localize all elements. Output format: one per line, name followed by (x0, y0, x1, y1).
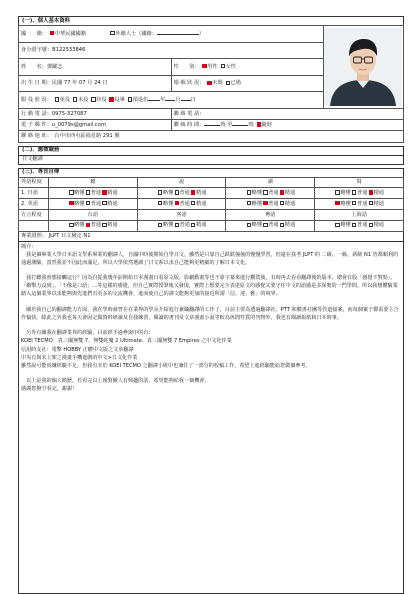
skill-level-checkbox[interactable] (280, 190, 284, 194)
skill-level-label: 精通 (107, 190, 118, 196)
skill-level-checkbox[interactable] (352, 201, 356, 205)
experience-item: KOEI TECMO：真三國無雙 7、無雙蛇魔 2 Ultimate、真三國無雙 7 Empires 之中文化作業 (21, 338, 232, 345)
skill-level-checkbox[interactable] (158, 223, 162, 227)
skill-level-checkbox[interactable] (69, 190, 73, 194)
intro-paragraph: 雖然說可能尚嫌經驗不足，但我有幸於 KOEI TECMO 之翻譯小組中也兼任了一部分的校稿工作，希望上進經驗能給您做個參考。 (21, 362, 311, 369)
military-field: 服 役 狀 況： 免役 未役 待役 役畢 預退伍 年 月 日 (19, 92, 324, 109)
skill-level-label: 略懂 (340, 222, 351, 229)
intro-paragraph: 我是個畢業大學日本語文學系畢業的翻譯人，自國中時後開始自學日文，雖然是只靠自己跌跌撞撞的慢慢學習，但還在我考 JLPT 的 二級、一級、新制 N1 皆都順利的通過測驗，當然我並不因此而滿足，所以大學依然選讀了日文系以求自己能夠更精細的了解日本文化。 (21, 251, 399, 266)
skill-level-label: 普通 (90, 222, 102, 229)
intro-paragraph: 關於我自己的翻譯能力方面，我在學時就曾在在業界的學長介紹進行兼職翻譯的工作了，目前主要為透過翻譯社、PTT 和臉書社團等管道接案，而每個案子都需要主合作愉快，除此之外我也每天會固定做資料研讀及自我練習，閱讀的書刊及文章漫畫小說等較為休閒性質的刊物外，我也有閱讀報紙和日本時事。 (21, 306, 399, 321)
skill-level-label: 略懂 (162, 200, 174, 207)
skill-level-label: 精通 (284, 200, 296, 207)
skill-level-label: 普通 (268, 222, 279, 229)
skill-level-checkbox[interactable] (191, 190, 195, 194)
skill-level-label: 略懂 (162, 190, 174, 196)
skill-level-cell (48, 220, 137, 231)
marital-married-checkbox[interactable] (226, 81, 230, 85)
skill-level-checkbox[interactable] (263, 190, 267, 194)
skill-level-cell (137, 188, 226, 199)
contact-phone: 聯 絡 電 話： (171, 109, 403, 120)
skill-level-checkbox[interactable] (263, 223, 267, 227)
skill-level-checkbox[interactable] (86, 201, 90, 205)
certificate-field: 專業證照： JLPT 日文檢定 N1 (18, 232, 404, 242)
section-skills-title: (三)、專長自傳 (18, 168, 404, 177)
skill-level-cell (226, 188, 315, 199)
skill-level-label: 略懂 (251, 222, 263, 229)
experience-item: 中央有與未上架之漫畫手機遊戲的中文>日文化作業 (21, 354, 138, 361)
skill-level-checkbox[interactable] (280, 201, 284, 205)
skill-level-checkbox[interactable] (86, 190, 90, 194)
contact-anytime-checkbox[interactable] (257, 122, 261, 126)
skill-level-label: 普通 (357, 222, 368, 229)
resume-page (18, 16, 404, 594)
skill-level-label: 略懂 (251, 190, 263, 196)
skill-level-label: 精通 (107, 200, 118, 207)
intro-paragraph: 另外有關我在翻譯業界的經驗，目前經手過參與中的有： (21, 330, 154, 337)
skill-level-checkbox[interactable] (263, 201, 267, 205)
skill-level-cell (226, 199, 315, 210)
skill-level-cell (137, 199, 226, 210)
skill-level-checkbox[interactable] (247, 201, 251, 205)
email-field: 電 子 郵 件：u_0079s@gmail.com (19, 120, 172, 131)
skill-level-label: 略懂 (74, 222, 85, 229)
skill-level-label: 普通 (179, 190, 190, 196)
skill-level-label: 精通 (284, 222, 296, 229)
language-row-japanese: 1. 日語 略懂 普通 精通 略懂 普通 精通 略懂 普通 精通 略懂 普通 精通 (19, 188, 404, 199)
marital-field: 婚 姻 狀 況： 未婚 已婚 (171, 75, 323, 92)
skill-level-label: 精通 (373, 222, 384, 229)
skill-level-label: 普通 (179, 200, 190, 207)
contact-time: 聯 絡 時 間： 時 至 時 隨時 (171, 120, 403, 131)
skill-level-cell (48, 199, 137, 210)
language-row-english: 2. 英語 略懂 普通 精通 略懂 普通 精通 略懂 普通 精通 略懂 普通 精通 (19, 199, 404, 210)
birth-date: 出 生 日 期：民國 77 年 07 月 24 日 (19, 75, 172, 92)
skill-level-label: 略懂 (162, 222, 174, 229)
skill-level-checkbox[interactable] (247, 223, 251, 227)
skill-level-label: 普通 (90, 200, 102, 207)
skill-level-checkbox[interactable] (369, 190, 373, 194)
skill-level-label: 略懂 (340, 190, 351, 196)
autobiography (18, 242, 404, 594)
intro-paragraph: 我打聽我會想接觸這行？因為自從我幾年前開始日本漫畫日看原文版，影劇動畫等也不靠字幕來進行觀賞後，有時再去看看翻譯後的版本，總會有股「感覺不對勁」、「衝擊力沒到」、「不像是口語」...等這樣的感覺，但自己實際授筆後又發現，實際上想要完全表達原文的感覺又要守住中文的語感是多深奧的一門學問。所以我想體驗業踏入這個業界以求能夠與先進們有更多的交流機會，進而使自己的譯文能夠更加的接近所謂「信、達、雅」的境界。 (21, 275, 398, 298)
skill-level-label: 略懂 (74, 200, 85, 207)
skill-level-checkbox[interactable] (158, 190, 162, 194)
section-job-title: (二)、應徵職務 (18, 146, 404, 155)
language-table (18, 177, 404, 232)
skill-level-label: 精通 (196, 200, 207, 207)
skill-level-label: 普通 (357, 200, 368, 207)
skill-level-checkbox[interactable] (86, 223, 90, 227)
language-header-row: 外語程度 聽 說 讀 寫 (19, 177, 404, 188)
skill-level-checkbox[interactable] (369, 201, 373, 205)
skill-level-label: 普通 (357, 190, 368, 196)
gender-field: 性 別： 男性 女性 (171, 59, 323, 76)
skill-level-cell (48, 188, 137, 199)
skill-level-label: 精通 (107, 222, 118, 229)
address-field: 聯 絡 地 址： 台中市西屯區福星路 291 號 (19, 131, 404, 142)
skill-level-checkbox[interactable] (69, 223, 73, 227)
skill-level-cell (315, 220, 404, 231)
skill-level-label: 普通 (179, 222, 190, 229)
skill-level-checkbox[interactable] (280, 223, 284, 227)
intro-paragraph: 以上是我的個人簡歷，若看完以上後對敝人有興趣的話，希望能夠給我一個機會。 (21, 378, 210, 385)
skill-level-checkbox[interactable] (191, 223, 195, 227)
skill-level-label: 普通 (268, 190, 279, 196)
skill-level-checkbox[interactable] (191, 201, 195, 205)
skill-level-label: 精通 (373, 190, 384, 196)
closing-line: 感謝您撥空看完，謝謝！ (21, 386, 78, 393)
skill-level-label: 精通 (373, 200, 384, 207)
profile-photo (324, 28, 402, 106)
photo-cell (323, 26, 403, 109)
dialect-header-row: 方言程度 台語 客語 粵語 上海話 (19, 209, 404, 220)
skill-level-label: 精通 (196, 222, 207, 229)
military-discharge-checkbox[interactable] (128, 97, 132, 101)
job-applied: 日文翻譯 (18, 155, 404, 165)
skill-level-label: 普通 (268, 200, 279, 207)
skill-level-checkbox[interactable] (352, 190, 356, 194)
intro-heading: 簡介： (21, 243, 37, 250)
skill-level-checkbox[interactable] (158, 201, 162, 205)
skill-level-label: 略懂 (340, 200, 351, 207)
skill-level-checkbox[interactable] (247, 190, 251, 194)
skill-level-checkbox[interactable] (69, 201, 73, 205)
skill-level-label: 普通 (90, 190, 102, 196)
skill-level-checkbox[interactable] (352, 223, 356, 227)
skill-level-cell (226, 220, 315, 231)
skill-level-label: 略懂 (74, 190, 85, 196)
military-not-served-checkbox[interactable] (73, 97, 77, 101)
experience-item: 信用時支社：電擊 HOBBY 正體中文版之文章翻譯 (21, 346, 134, 353)
foreign-nationality-field[interactable] (157, 34, 199, 35)
dialect-row (19, 220, 404, 231)
skill-level-label: 精通 (196, 190, 207, 196)
skill-level-checkbox[interactable] (369, 223, 373, 227)
skill-level-cell (315, 199, 404, 210)
skill-level-label: 略懂 (251, 200, 263, 207)
basic-info-table (18, 25, 404, 143)
section-basic-info-title: (一)、個人基本資料 (18, 16, 404, 25)
nationality-roc-checkbox[interactable] (50, 31, 54, 35)
id-number: 身分證字號：B122533846 (19, 42, 324, 59)
name-field: 姓 名：鄧躍志 (19, 59, 172, 76)
military-pending-checkbox[interactable] (91, 97, 95, 101)
skill-level-label: 精通 (284, 190, 296, 196)
nationality-row: 國 籍： 中華民國國籍 外籍人士（國籍： ） (19, 26, 324, 43)
gender-female-checkbox[interactable] (221, 64, 225, 68)
mobile-phone: 行 動 電 話：0975-327087 (19, 109, 172, 120)
military-exempt-checkbox[interactable] (55, 97, 59, 101)
skill-level-cell (137, 220, 226, 231)
skill-level-cell (315, 188, 404, 199)
